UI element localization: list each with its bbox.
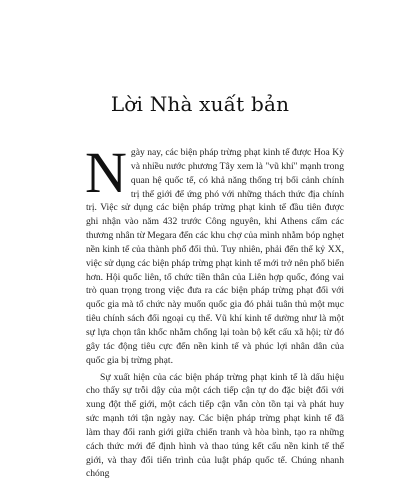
paragraph-1-text: gày nay, các biện pháp trừng phạt kinh tế được Hoa Kỳ và nhiều nước phương Tây xem là "vũ khí" mạnh trong quan hệ quốc tế, có khả năng thống trị bối cảnh chính trị thế giới để ứng phó với những thách thức địa chính trị. Việc sử dụng các biện pháp trừng phạt kinh tế đầu tiên được ghi nhận vào năm 432 trước Công nguyên, khi Athens cấm các thương nhân từ Megara đến các khu chợ của mình nhằm bóp nghẹt nền kinh tế của thành phố đối thủ. Tuy nhiên, phải đến thế kỷ XX, việc sử dụng các biện pháp trừng phạt kinh tế mới trở nên phổ biến hơn. Hội quốc liên, tổ chức tiền thân của Liên hợp quốc, đóng vai trò quan trọng trong việc đưa ra các biện pháp trừng phạt đối với quốc gia mà tổ chức này muốn quốc gia đó phải tuân thủ một mục tiêu chính sách đối ngoại cụ thể. Vũ khí kinh tế dường như là một sự lựa chọn tân khốc nhằm chống lại toàn bộ kết cấu xã hội; từ đó gây tác động tiêu cực đến nền kinh tế và phúc lợi nhân dân của quốc gia bị trừng phạt. [86, 147, 344, 366]
body-text [86, 146, 344, 481]
drop-cap-letter: N [85, 150, 127, 196]
page-title: Lời Nhà xuất bản [0, 92, 400, 116]
paragraph-2 [86, 371, 344, 481]
paragraph-1 [86, 146, 344, 368]
paragraph-2-text: Sự xuất hiện của các biện pháp trừng phạt kinh tế là dấu hiệu cho thấy sự trỗi dậy của một cách tiếp cận tự do đặc biệt đối với xung đột thế giới, một cách tiếp cận vẫn còn tồn tại và phát huy sức mạnh tới tận ngày nay. Các biện pháp trừng phạt kinh tế đã làm thay đổi ranh giới giữa chiến tranh và hòa bình, tạo ra những cách thức mới để định hình và thao túng kết cấu nền kinh tế thế giới, và thay đổi tiến trình của luật pháp quốc tế. Chúng nhanh chóng [86, 372, 344, 480]
